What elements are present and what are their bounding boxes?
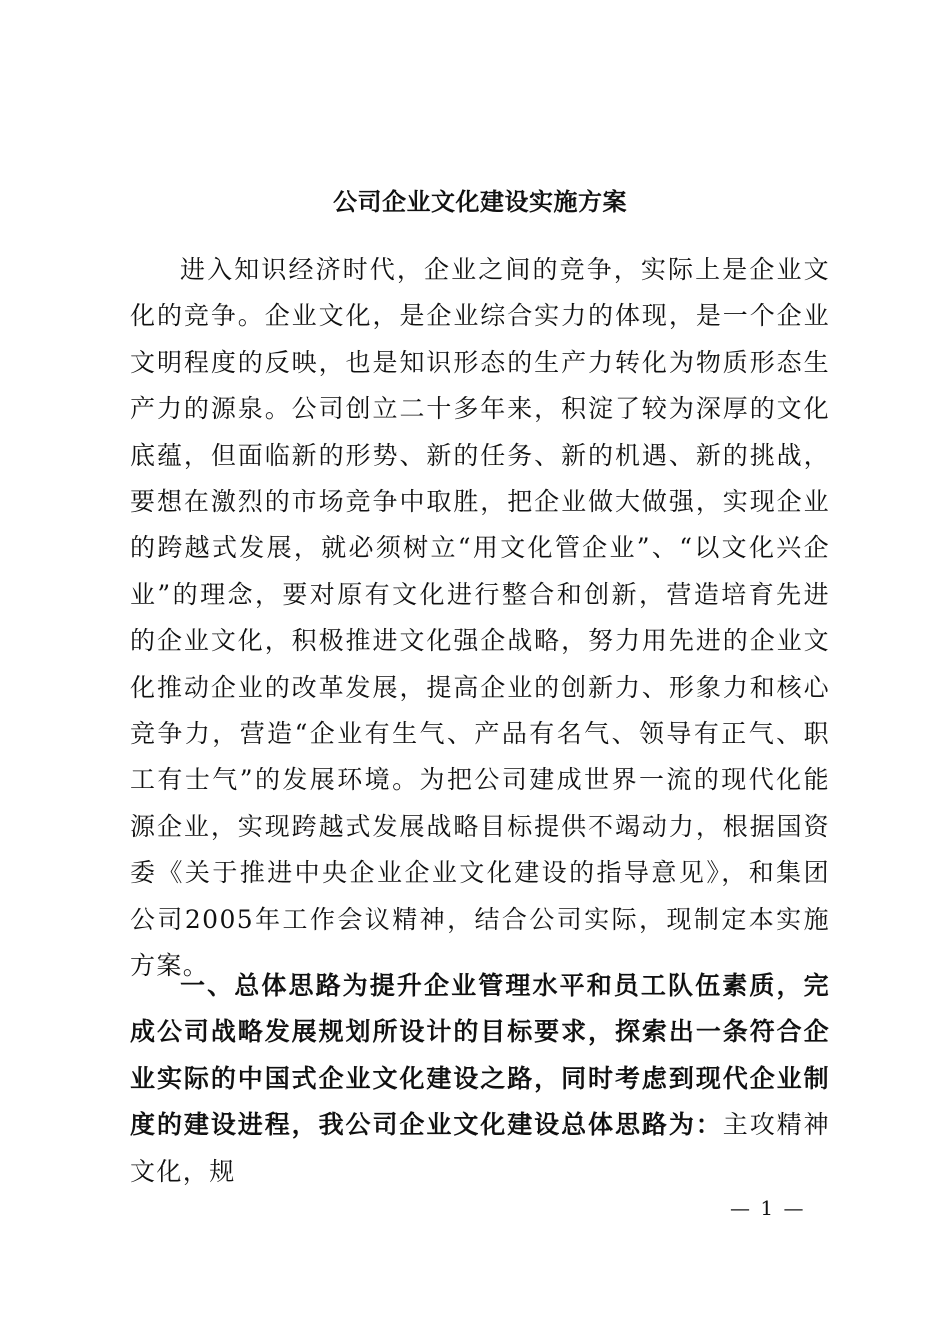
section-one-body-text: 主攻精神文化，规 (130, 1110, 830, 1186)
intro-paragraph: 进入知识经济时代，企业之间的竞争，实际上是企业文化的竞争。企业文化，是企业综合实力的体现，是一个企业文明程度的反映，也是知识形态的生产力转化为物质形态生产力的源泉。公司创立二十多年来，积淀了较为深厚的文化底蕴，但面临新的形势、新的任务、新的机遇、新的挑战，要想在激烈的市场竞争中取胜，把企业做大做强，实现企业的跨越式发展，就必须树立“用文化管企业”、“以文化兴企业”的理念，要对原有文化进行整合和创新，营造培育先进的企业文化，积极推进文化强企战略，努力用先进的企业文化推动企业的改革发展，提高企业的创新力、形象力和核心竞争力，营造“企业有生气、产品有名气、领导有正气、职工有士气”的发展环境。为把公司建成世界一流的现代化能源企业，实现跨越式发展战略目标提供不竭动力，根据国资委《关于推进中央企业企业文化建设的指导意见》，和集团公司2005年工作会议精神，结合公司实际，现制定本实施方案。 (130, 255, 830, 981)
document-title: 公司企业文化建设实施方案 (333, 187, 627, 216)
page-number: — 1 — (730, 1196, 806, 1220)
section-one-heading-text: 一、总体思路为提升企业管理水平和员工队伍素质，完成公司战略发展规划所设计的目标要求，探索出一条符合企业实际的中国式企业文化建设之路，同时考虑到现代企业制度的建设进程，我公司企业文化建设总体思路为： (130, 971, 830, 1140)
section-one-paragraph (130, 963, 830, 1195)
